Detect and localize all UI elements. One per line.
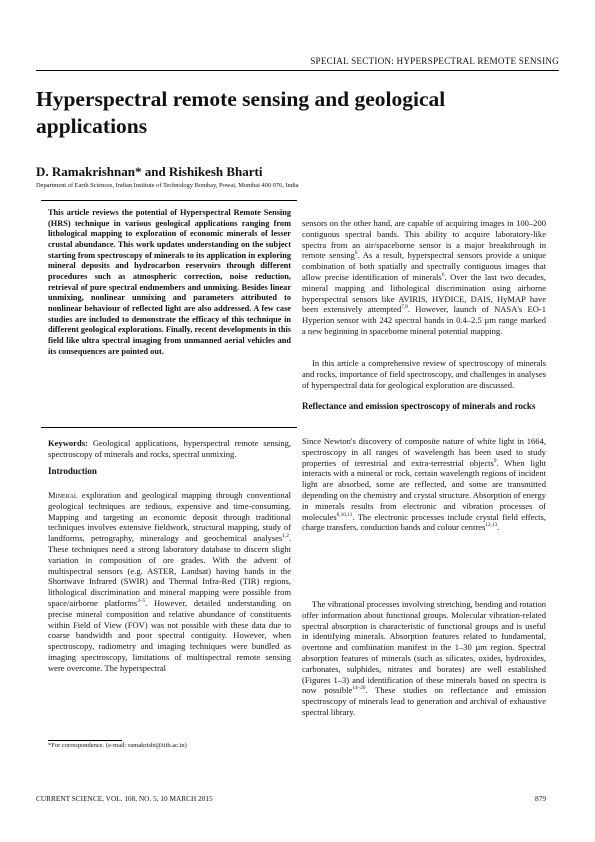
- introduction-paragraph: Mineral exploration and geological mapping through conventional geological techniques are tedious, expensive and time-consuming. Mapping and targeting an economic deposit through traditional techniques involves extensive fieldwork, structural mapping, study of landforms, petrography, mineralogy and geochemical analyses$^{1,2}$. These techniques need a strong laboratory database to discern slight variation in composition of ore grades. With the advent of multispectral sensors (e.g. ASTER, Landsat) having bands in the Shortwave Infrared (SWIR) and Thermal Infra-Red (TIR) regions, lithological discrimination and mineral mapping were possible from space/airborne platforms$^{3-5}$. However, detailed understanding on precise mineral composition and relative abundance of constituents within Field of View (FOV) was not possible with these data due to coarse bandwidth and poor spectral contiguity. However, when spectroscopy, radiometry and imaging techniques were bundled as imaging spectroscopy, limitations of multispectral remote sensing were overcome. The hyperspectral: [48, 490, 291, 673]
- introduction-lead-word: Mineral: [48, 490, 78, 500]
- article-scope-paragraph: In this article a comprehensive review of spectroscopy of minerals and rocks, importance of field spectroscopy, and challenges in analyses of hyperspectral data for geological exploration are discussed.: [302, 358, 546, 390]
- citation[interactable]: 6: [441, 272, 445, 279]
- introduction-heading: Introduction: [48, 466, 97, 476]
- citation[interactable]: 6: [354, 250, 358, 257]
- reflectance-section-heading: Reflectance and emission spectroscopy of minerals and rocks: [302, 401, 536, 411]
- citation[interactable]: 7,8: [401, 304, 408, 311]
- correspondence-footnote: *For correspondence. (e-mail: ramakrishi@iitb.ac.in): [48, 742, 187, 749]
- keywords-label: Keywords:: [48, 438, 88, 448]
- citation[interactable]: 9: [493, 457, 497, 464]
- keywords: [48, 438, 291, 459]
- author-affiliation: Department of Earth Sciences, Indian Institute of Technology Bombay, Powai, Mumbai 400 076, India: [36, 182, 299, 189]
- citation[interactable]: 6,10,11: [336, 511, 353, 518]
- reflectance-paragraph-1: Since Newton's discovery of composite nature of white light in 1664, spectroscopy in all ranges of wavelength has been used to study properties of terrestrial and extra-terrestrial objects$^9$. When light interacts with a mineral or rock, certain wavelength regions of incident light are absorbed, some are reflected, and some are transmitted depending on the chemistry and crystal structure. Absorption of energy in minerals results from electronic and vibration processes of molecules$^{6,10,11}$. The electronic processes include crystal field effects, charge transfers, conduction bands and colour centres$^{12,13}$.: [302, 436, 546, 533]
- article-authors: D. Ramakrishnan* and Rishikesh Bharti: [36, 164, 263, 179]
- abstract-text: This article reviews the potential of Hyperspectral Remote Sensing (HRS) technique in various geological applications ranging from lithological mapping to exploration of economic minerals of lesser crustal abundance. This work updates understanding on the subject starting from spectroscopy of minerals to its application in exploring mineral deposits and hydrocarbon reservoirs through different procedures such as atmospheric correction, noise reduction, retrieval of pure spectral endmembers and unmixing. Besides linear unmixing, nonlinear unmixing and parameters attributed to nonlinear behaviour of reflected light are also addressed. A few case studies are included to demonstrate the efficacy of this technique in different geological explorations. Finally, recent developments in this field like ultra spectral imaging from unmanned aerial vehicles and its consequences are pointed out.: [48, 208, 291, 356]
- citation[interactable]: 3–5: [137, 598, 146, 605]
- reflectance-paragraph-2: The vibrational processes involving stretching, bending and rotation offer information about functional groups. Molecular vibration-related spectral absorption is characteristic of functional groups and is useful in identifying minerals. Absorption features related to fundamental, overtone and combination manifest in the 1–30 µm region. Spectral absorption features of minerals (such as silicates, oxides, hydroxides, carbonates, sulphides, nitrates and borates) are well established (Figures 1–3) and identification of these minerals based on spectra is now possible$^{14-20}$. These studies on reflectance and emission spectroscopy of minerals lead to generation and archival of exhaustive spectral library.: [302, 599, 546, 717]
- footnote-rule: [48, 740, 122, 741]
- citation[interactable]: 1,2: [282, 533, 289, 540]
- introduction-continued-paragraph: sensors on the other hand, are capable of acquiring images in 100–200 contiguous spectral bands. This ability to acquire laboratory-like spectra from an air/spaceborne sensor is a major breakthrough in remote sensing$^6$. As a result, hyperspectral sensors provide a unique combination of both spatially and spectrally contiguous images that allow precise identification of minerals$^6$. Over the last two decades, mineral mapping and lithological discrimination using airborne hyperspectral sensors like AVIRIS, HYDICE, DAIS, HyMAP have been extensively attempted$^{7,8}$. However, launch of NASA's EO-1 Hyperion sensor with 242 spectral bands in 0.4–2.5 µm range marked a new beginning in spaceborne mineral potential mapping.: [302, 218, 546, 336]
- citation[interactable]: 14–20: [352, 685, 366, 692]
- article-title: Hyperspectral remote sensing and geological applications: [36, 87, 446, 138]
- header-rule: [36, 70, 559, 71]
- keywords-text: Geological applications, hyperspectral remote sensing, spectroscopy of minerals and rocks, spectral unmixing.: [48, 438, 291, 459]
- journal-footer: CURRENT SCIENCE, VOL. 108, NO. 5, 10 MARCH 2015: [36, 794, 213, 803]
- citation[interactable]: 12,13: [485, 522, 498, 529]
- page-number: 879: [535, 794, 546, 803]
- section-header: SPECIAL SECTION: HYPERSPECTRAL REMOTE SENSING: [310, 56, 559, 66]
